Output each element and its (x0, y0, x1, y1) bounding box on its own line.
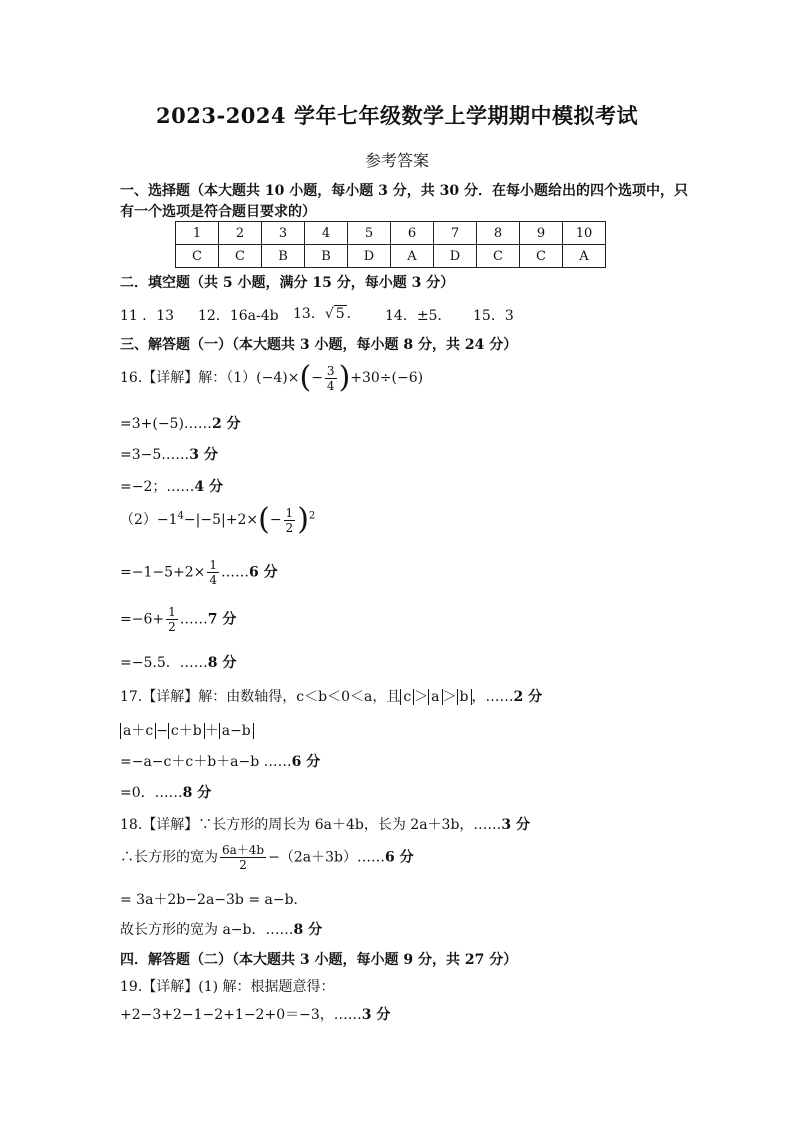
answer-cell: D (348, 245, 391, 268)
question-number: 2 (219, 222, 262, 245)
score: 2 分 (513, 689, 543, 705)
question-number: 8 (477, 222, 520, 245)
fraction-denominator: 4 (326, 378, 335, 393)
fraction (220, 843, 266, 872)
close-paren: ) (338, 360, 351, 395)
step-text: …… (221, 564, 250, 581)
step-text: =−2；…… (120, 479, 195, 495)
q16-step2 (120, 444, 218, 464)
q16-step3 (120, 476, 223, 496)
q16-step4 (120, 558, 278, 587)
answer-cell: A (563, 245, 606, 268)
answer-13-label: 13． (293, 306, 325, 322)
answer-table (175, 221, 606, 268)
fraction-denominator: 2 (285, 520, 294, 535)
fraction-denominator: 4 (209, 573, 218, 587)
score: 8 分 (182, 785, 212, 801)
answer-cell: C (477, 245, 520, 268)
question-number: 10 (563, 222, 606, 245)
question-number: 3 (262, 222, 305, 245)
answer-cell: B (262, 245, 305, 268)
question-number: 1 (176, 222, 219, 245)
answer-12: 12．16a-4b (198, 308, 279, 324)
fraction-numerator: 3 (326, 363, 335, 378)
step-text: 18.【详解】∵长方形的周长为 6a＋4b，长为 2a＋3b，…… (120, 817, 502, 833)
q17-line2 (120, 720, 254, 740)
q17-line3 (120, 751, 320, 771)
step-text: =−5.5．…… (120, 655, 208, 671)
operator: − (156, 723, 168, 739)
score: 2 分 (211, 416, 241, 432)
answer-cell: A (391, 245, 434, 268)
exponent: 2 (308, 510, 316, 522)
q18-line2 (120, 843, 414, 872)
comparison: ＞ (414, 689, 429, 705)
open-paren: ( (299, 360, 312, 395)
comparison: ＞ (442, 689, 457, 705)
answer-table-question-row (176, 222, 606, 245)
score: 3 分 (361, 1007, 391, 1023)
exponent: 4 (177, 510, 184, 522)
page-title: 2023-2024 学年七年级数学上学期期中模拟考试 (156, 103, 638, 128)
step-text: −（2a＋3b）…… (268, 849, 385, 866)
answer-13 (293, 303, 361, 323)
answer-15: 15．3 (473, 308, 514, 324)
q18-line1 (120, 814, 530, 834)
step-text: …… (179, 611, 208, 628)
score: 3 分 (189, 447, 218, 463)
question-number: 5 (348, 222, 391, 245)
answer-cell: C (176, 245, 219, 268)
answer-14: 14．±5． (385, 308, 452, 324)
fraction-numerator: 1 (168, 605, 176, 619)
abs-value: c＋b (168, 723, 205, 739)
q19-line1: 19.【详解】(1) 解：根据题意得： (120, 979, 335, 995)
q18-line3: = 3a＋2b−2a−3b = a−b． (120, 892, 308, 908)
close-paren: ) (297, 502, 309, 537)
q16-tail: +30÷(−6) (350, 370, 424, 386)
step-text: ∴长方形的宽为 (120, 849, 218, 866)
step-text: =−a−c＋c＋b＋a−b …… (120, 754, 292, 770)
section1-heading-line2: 有一个选项是符合题目要求的） (120, 204, 316, 220)
answer-cell: C (520, 245, 563, 268)
step-text: =3+(−5)…… (120, 416, 212, 432)
expr-text: （2）−1 (120, 512, 178, 528)
answer-cell: C (219, 245, 262, 268)
score: 8 分 (293, 922, 323, 938)
q16-label: 16.【详解】解：（1）(−4)× (120, 370, 300, 386)
fraction (207, 558, 219, 587)
fraction-numerator: 1 (209, 558, 218, 572)
section4-heading: 四．解答题（二）（本大题共 3 小题，每小题 9 分，共 27 分） (120, 952, 518, 968)
question-number: 4 (305, 222, 348, 245)
score: 4 分 (194, 479, 223, 495)
fraction (284, 506, 296, 535)
q17-line1 (120, 686, 542, 706)
question-number: 7 (434, 222, 477, 245)
score: 8 分 (207, 655, 237, 671)
answer-13-period: ． (346, 306, 361, 322)
q16-step6 (120, 652, 236, 672)
fraction-numerator: 6a＋4b (222, 843, 265, 857)
step-text: =−1−5+2× (120, 564, 206, 581)
fraction-denominator: 2 (239, 858, 247, 872)
q16-part1-expression: 16.【详解】解：（1）(−4)×(− $\frac{3}{4}$ )+30÷(−6) (120, 360, 424, 395)
expr-text: −|−5|+2× (183, 512, 259, 528)
q16-part2-expression: $(2)-1^4-|-5|+2\times(-$ $\frac{1}{2}$ )$^2$ (120, 502, 316, 537)
abs-value: a＋c (120, 723, 156, 739)
q16-step5 (120, 605, 236, 634)
score: 7 分 (207, 611, 237, 628)
step-text: 故长方形的宽为 a−b．…… (120, 922, 294, 938)
score: 6 分 (249, 564, 278, 581)
abs-value: a (428, 689, 442, 705)
answer-cell: B (305, 245, 348, 268)
operator: ＋ (204, 723, 219, 739)
abs-value: b (457, 689, 472, 705)
score: 3 分 (501, 817, 531, 833)
step-text: ，…… (471, 689, 514, 705)
answer-table-answer-row (176, 245, 606, 268)
abs-value: c (400, 689, 414, 705)
fraction (325, 364, 337, 393)
section1-heading-line1: 一、选择题（本大题共 10 小题，每小题 3 分，共 30 分．在每小题给出的四个选项中，只 (120, 183, 688, 199)
fraction-numerator: 1 (285, 505, 294, 520)
q17-line4 (120, 782, 211, 802)
q16-step1 (120, 413, 241, 433)
step-text: 17.【详解】解：由数轴得，c＜b＜0＜a，且 (120, 689, 401, 705)
score: 6 分 (384, 849, 414, 866)
question-number: 9 (520, 222, 563, 245)
step-text: =3−5…… (120, 447, 190, 463)
sqrt-symbol: √ 5 (324, 306, 345, 322)
question-number: 6 (391, 222, 434, 245)
fraction-denominator: 2 (168, 620, 176, 634)
q19-line2 (120, 1004, 390, 1024)
section2-heading: 二．填空题（共 5 小题，满分 15 分，每小题 3 分） (120, 275, 455, 291)
sqrt-radicand: 5 (335, 306, 345, 322)
page-subtitle: 参考答案 (364, 151, 429, 170)
abs-value: a−b (219, 723, 254, 739)
section3-heading: 三、解答题（一）（本大题共 3 小题，每小题 8 分，共 24 分） (120, 337, 518, 353)
answer-cell: D (434, 245, 477, 268)
q18-line4 (120, 919, 322, 939)
step-text: =−6+ (120, 611, 165, 628)
score: 6 分 (291, 754, 321, 770)
step-text: =0．…… (120, 785, 183, 801)
step-text: +2−3+2−1−2+1−2+0＝−3，…… (120, 1007, 362, 1023)
open-paren: ( (258, 502, 270, 537)
answer-11: 11 ．13 (120, 308, 175, 324)
fraction (166, 605, 178, 634)
